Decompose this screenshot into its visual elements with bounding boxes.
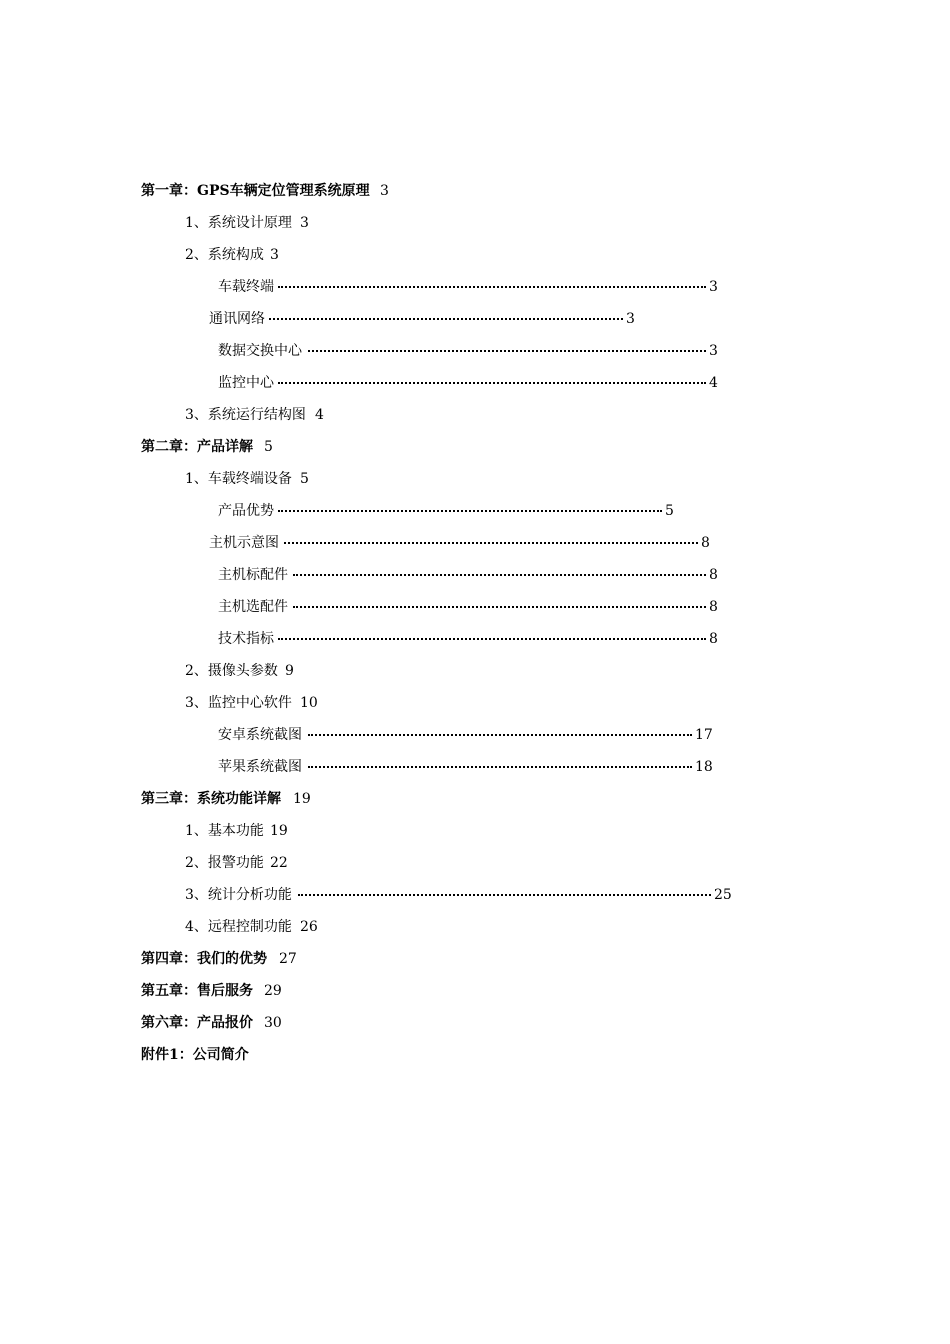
toc-entry-label: 附件1：公司简介 bbox=[141, 1047, 249, 1063]
toc-entry-page-number: 5 bbox=[300, 471, 309, 487]
toc-entry-page-number: 8 bbox=[709, 631, 718, 647]
toc-entry-page-number: 27 bbox=[279, 951, 297, 967]
toc-entry-label: 3、监控中心软件 bbox=[185, 695, 292, 711]
toc-entry-label: 1、车载终端设备 bbox=[185, 471, 292, 487]
toc-entry-label: 产品优势 bbox=[218, 503, 274, 519]
toc-dot-leader bbox=[298, 894, 711, 896]
toc-entry-label: 主机示意图 bbox=[209, 535, 279, 551]
toc-entry-label: 主机选配件 bbox=[218, 599, 288, 615]
toc-entry-label: 2、摄像头参数 bbox=[185, 663, 278, 679]
toc-entry-label: 3、系统运行结构图 bbox=[185, 407, 306, 423]
toc-entry-page-number: 4 bbox=[709, 375, 718, 391]
toc-entry-page-number: 3 bbox=[270, 247, 279, 263]
toc-entry-page-number: 10 bbox=[300, 695, 318, 711]
toc-entry-label: 车载终端 bbox=[218, 279, 274, 295]
toc-entry-label: 4、远程控制功能 bbox=[185, 919, 292, 935]
toc-entry-page-number: 9 bbox=[285, 663, 294, 679]
toc-entry-label: 第三章：系统功能详解 bbox=[141, 791, 281, 807]
toc-entry-page-number: 8 bbox=[701, 535, 710, 551]
toc-entry-page-number: 29 bbox=[264, 983, 282, 999]
toc-entry-label: 监控中心 bbox=[218, 375, 274, 391]
toc-entry-page-number: 4 bbox=[315, 407, 324, 423]
toc-entry-label: 第四章：我们的优势 bbox=[141, 951, 267, 967]
toc-entry-page-number: 3 bbox=[300, 215, 309, 231]
toc-dot-leader bbox=[308, 734, 692, 736]
toc-entry-label: 2、报警功能 bbox=[185, 855, 264, 871]
toc-dot-leader bbox=[269, 318, 623, 320]
toc-entry-page-number: 17 bbox=[695, 727, 713, 743]
toc-dot-leader bbox=[308, 766, 692, 768]
toc-entry-page-number: 5 bbox=[264, 439, 273, 455]
toc-entry-page-number: 25 bbox=[714, 887, 732, 903]
toc-entry-label: 苹果系统截图 bbox=[218, 759, 302, 775]
toc-entry-label: 1、系统设计原理 bbox=[185, 215, 292, 231]
toc-entry-label: 第二章：产品详解 bbox=[141, 439, 253, 455]
toc-dot-leader bbox=[284, 542, 698, 544]
toc-entry-label: 第六章：产品报价 bbox=[141, 1015, 253, 1031]
toc-entry-label: 主机标配件 bbox=[218, 567, 288, 583]
toc-entry-page-number: 3 bbox=[380, 183, 389, 199]
toc-entry-label: 通讯网络 bbox=[209, 311, 265, 327]
toc-dot-leader bbox=[278, 510, 662, 512]
toc-dot-leader bbox=[278, 382, 706, 384]
toc-entry-page-number: 19 bbox=[293, 791, 311, 807]
toc-entry-page-number: 18 bbox=[695, 759, 713, 775]
toc-entry-label: 数据交换中心 bbox=[218, 343, 302, 359]
toc-entry-page-number: 3 bbox=[709, 279, 718, 295]
toc-entry-label: 第一章：GPS车辆定位管理系统原理 bbox=[141, 183, 370, 199]
toc-entry-label: 第五章：售后服务 bbox=[141, 983, 253, 999]
toc-dot-leader bbox=[278, 286, 706, 288]
toc-entry-page-number: 22 bbox=[270, 855, 288, 871]
toc-dot-leader bbox=[308, 350, 706, 352]
toc-entry-page-number: 3 bbox=[626, 311, 635, 327]
toc-dot-leader bbox=[278, 638, 706, 640]
toc-entry-page-number: 8 bbox=[709, 599, 718, 615]
toc-entry-label: 3、统计分析功能 bbox=[185, 887, 292, 903]
toc-entry-page-number: 30 bbox=[264, 1015, 282, 1031]
toc-entry-label: 安卓系统截图 bbox=[218, 727, 302, 743]
toc-entry-page-number: 19 bbox=[270, 823, 288, 839]
toc-entry-label: 技术指标 bbox=[218, 631, 274, 647]
toc-entry-page-number: 8 bbox=[709, 567, 718, 583]
toc-entry-page-number: 5 bbox=[665, 503, 674, 519]
toc-entry-label: 2、系统构成 bbox=[185, 247, 264, 263]
toc-dot-leader bbox=[293, 606, 706, 608]
toc-dot-leader bbox=[293, 574, 706, 576]
toc-entry-page-number: 3 bbox=[709, 343, 718, 359]
toc-entry-label: 1、基本功能 bbox=[185, 823, 264, 839]
toc-entry-page-number: 26 bbox=[300, 919, 318, 935]
